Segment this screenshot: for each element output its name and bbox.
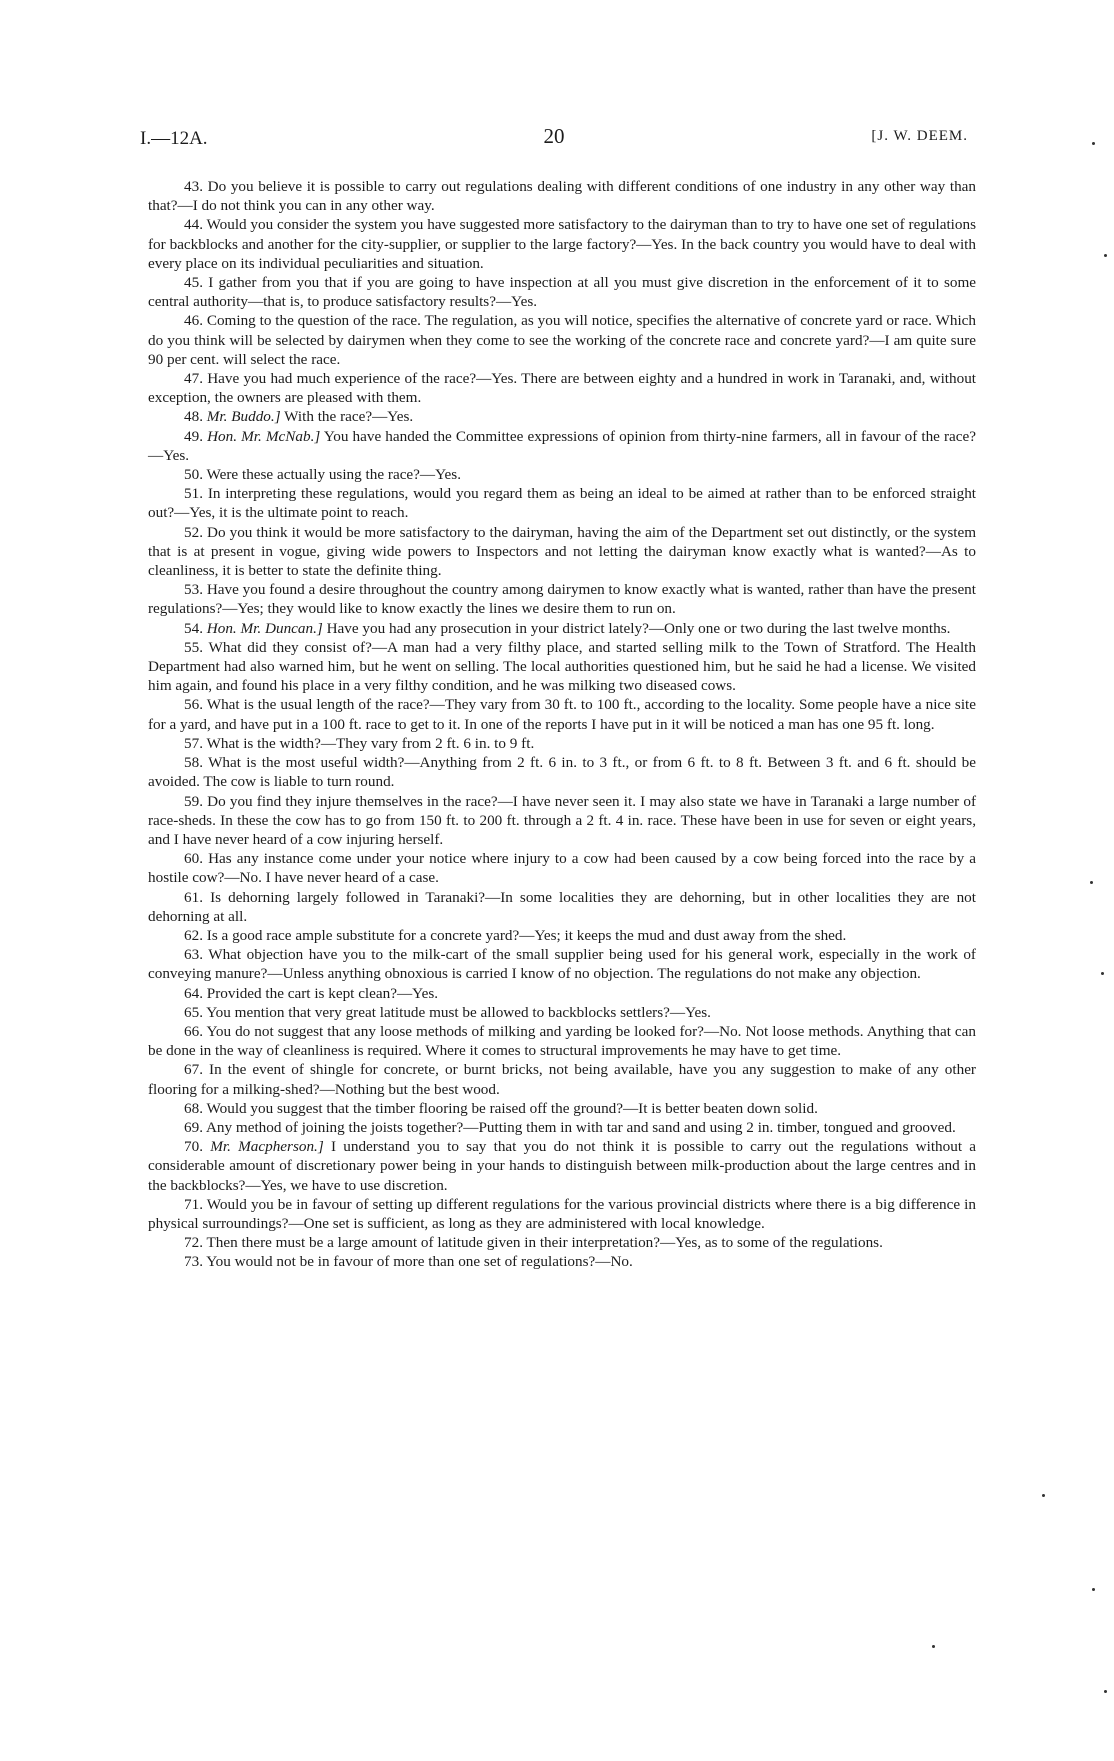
question-number: 69. <box>184 1118 203 1136</box>
testimony-body <box>148 177 976 1272</box>
qa-paragraph <box>148 215 976 273</box>
question-answer-text: In interpreting these regulations, would you regard them as being an ideal to be aimed at rather than to be enforced straight out?—Yes, it is the ultimate point to reach. <box>148 485 977 522</box>
qa-paragraph <box>148 984 976 1003</box>
question-answer-text: Any method of joining the joists together?—Putting them in with tar and sand and using 2 in. timber, tongued and grooved. <box>205 1118 956 1136</box>
qa-paragraph <box>148 849 976 887</box>
qa-paragraph <box>148 1233 976 1252</box>
question-number: 58. <box>184 754 203 772</box>
question-answer-text: What is the width?—They vary from 2 ft. 6 in. to 9 ft. <box>206 734 535 752</box>
qa-paragraph <box>148 1022 976 1060</box>
question-number: 60. <box>184 850 203 868</box>
question-number: 61. <box>184 888 203 906</box>
question-answer-text: Do you find they injure themselves in the race?—I have never seen it. I may also state we have in Taranaki a large number of race-sheds. In these the cow has to go from 150 ft. to 200 ft. through a 2 ft. 4 in. race. These have been in use for seven or eight years, and I have never heard of a cow injuring herself. <box>148 792 976 848</box>
question-number: 48. <box>184 408 203 426</box>
qa-paragraph <box>148 734 976 753</box>
question-answer-text: Were these actually using the race?—Yes. <box>206 466 462 484</box>
qa-paragraph <box>148 1118 976 1137</box>
question-answer-text: Then there must be a large amount of latitude given in their interpretation?—Yes, as to some of the regulations. <box>206 1234 883 1252</box>
question-answer-text: You would not be in favour of more than one set of regulations?—No. <box>206 1253 633 1271</box>
question-answer-text: What did they consist of?—A man had a very filthy place, and started selling milk to the Town of Stratford. The Health Department had also warned him, but he went on selling. The local authorities questioned him, but he said he had a license. We visited him again, and found his place in a very filthy condition, and he was milking two diseased cows. <box>148 638 976 695</box>
question-number: 62. <box>184 926 203 944</box>
question-answer-text: Have you found a desire throughout the country among dairymen to know exactly what is wanted, rather than have the present regulations?—Yes; they would like to know exactly the lines we desire them to run on. <box>148 581 976 618</box>
question-number: 72. <box>184 1234 203 1252</box>
scan-speck <box>1092 142 1095 145</box>
qa-paragraph <box>148 580 976 618</box>
question-number: 66. <box>184 1022 203 1040</box>
question-answer-text: With the race?—Yes. <box>284 408 414 426</box>
question-number: 46. <box>184 312 203 330</box>
question-answer-text: Have you had any prosecution in your district lately?—Only one or two during the last twelve months. <box>326 619 951 637</box>
qa-paragraph <box>148 1252 976 1271</box>
qa-paragraph <box>148 888 976 926</box>
qa-paragraph <box>148 369 976 407</box>
qa-paragraph <box>148 1060 976 1098</box>
question-answer-text: Coming to the question of the race. The regulation, as you will notice, specifies the alternative of concrete yard or race. Which do you think will be selected by dairymen when they come to see the working of the concrete race and concrete yard?—I am quite sure 90 per cent. will select the race. <box>148 312 976 368</box>
scan-speck <box>1104 254 1107 257</box>
question-number: 57. <box>184 734 203 752</box>
qa-paragraph <box>148 1099 976 1118</box>
qa-paragraph <box>148 792 976 850</box>
qa-paragraph <box>148 273 976 311</box>
speaker-name: Hon. Mr. Duncan.] <box>206 619 323 637</box>
qa-paragraph <box>148 465 976 484</box>
qa-paragraph <box>148 484 976 522</box>
question-answer-text: Would you suggest that the timber flooring be raised off the ground?—It is better beaten down solid. <box>206 1099 818 1117</box>
question-answer-text: Would you be in favour of setting up different regulations for the various provincial districts where there is a big difference in physical surroundings?—One set is sufficient, as long as they are administered with local knowledge. <box>148 1195 976 1232</box>
question-answer-text: Do you believe it is possible to carry out regulations dealing with different conditions of one industry in any other way than that?—I do not think you can in any other way. <box>148 178 977 215</box>
qa-paragraph <box>148 407 976 426</box>
qa-paragraph <box>148 753 976 791</box>
scan-speck <box>1104 1690 1107 1693</box>
qa-paragraph <box>148 427 976 465</box>
question-answer-text: What is the most useful width?—Anything from 2 ft. 6 in. to 3 ft., or from 6 ft. to 8 ft. Between 3 ft. and 6 ft. should be avoided. The cow is liable to turn round. <box>148 754 976 791</box>
qa-paragraph <box>148 1195 976 1233</box>
question-number: 71. <box>184 1195 203 1213</box>
question-answer-text: Would you consider the system you have suggested more satisfactory to the dairyman than to try to have one set of regulations for backblocks and another for the city-supplier, or supplier to the large factory?—Yes. In the back country you would have to deal with every place on its individual peculiarities and situation. <box>148 216 976 272</box>
question-number: 43. <box>184 178 203 195</box>
question-answer-text: In the event of shingle for concrete, or burnt bricks, not being available, have you any suggestion to make of any other flooring for a milking-shed?—Nothing but the best wood. <box>148 1061 976 1098</box>
question-answer-text: Is a good race ample substitute for a concrete yard?—Yes; it keeps the mud and dust away from the shed. <box>206 926 847 944</box>
scan-speck <box>1101 972 1104 975</box>
question-number: 44. <box>184 216 203 234</box>
question-number: 53. <box>184 581 203 599</box>
question-answer-text: Provided the cart is kept clean?—Yes. <box>206 984 439 1002</box>
question-answer-text: Do you think it would be more satisfactory to the dairyman, having the aim of the Department set out distinctly, or the system that is at present in vogue, giving wide powers to Inspectors and not letting the dairyman know exactly what is wanted?—As to cleanliness, it is better to state the definite thing. <box>148 523 977 580</box>
question-number: 54. <box>184 619 203 637</box>
scan-speck <box>1090 881 1093 884</box>
question-answer-text: Is dehorning largely followed in Taranaki?—In some localities they are dehorning, but in other localities they are not dehorning at all. <box>148 888 976 925</box>
scan-speck <box>932 1645 935 1648</box>
question-number: 64. <box>184 984 203 1002</box>
question-number: 73. <box>184 1253 203 1271</box>
qa-paragraph <box>148 926 976 945</box>
qa-paragraph <box>148 1003 976 1022</box>
qa-paragraph <box>148 619 976 638</box>
question-number: 65. <box>184 1003 203 1021</box>
question-answer-text: I gather from you that if you are going to have inspection at all you must give discretion in the enforcement of it to some central authority—that is, to produce satisfactory results?—Yes. <box>148 274 977 311</box>
question-answer-text: What objection have you to the milk-cart of the small supplier being used for his general work, especially in the work of conveying manure?—Unless anything obnoxious is carried I know of no objection. The regulations do not make any objection. <box>148 946 976 983</box>
scan-speck <box>1092 1588 1095 1591</box>
question-number: 59. <box>184 792 203 810</box>
speaker-name: Mr. Macpherson.] <box>210 1138 324 1156</box>
question-number: 52. <box>184 523 203 541</box>
question-answer-text: Has any instance come under your notice where injury to a cow had been caused by a cow being forced into the race by a hostile cow?—No. I have never heard of a case. <box>148 850 977 887</box>
qa-paragraph <box>148 1137 976 1195</box>
page-number: 20 <box>543 124 565 148</box>
speaker-name: Mr. Buddo.] <box>206 408 281 426</box>
question-answer-text: You do not suggest that any loose methods of milking and yarding be looked for?—No. Not loose methods. Anything that can be done in the way of cleanliness is required. Where it comes to structural improvements he may have to get time. <box>148 1022 976 1060</box>
question-number: 47. <box>184 370 203 388</box>
page-header <box>140 124 968 158</box>
qa-paragraph <box>148 523 976 581</box>
qa-paragraph <box>148 638 976 696</box>
question-number: 68. <box>184 1099 203 1117</box>
question-number: 55. <box>184 638 203 656</box>
question-number: 63. <box>184 946 203 964</box>
question-number: 49. <box>184 427 203 445</box>
question-number: 56. <box>184 696 203 714</box>
qa-paragraph <box>148 945 976 983</box>
parliamentary-paper-reference: I.—12A. <box>140 128 208 149</box>
witness-name: [J. W. DEEM. <box>871 128 968 144</box>
scan-speck <box>1042 1494 1045 1497</box>
qa-paragraph <box>148 177 976 215</box>
question-number: 67. <box>184 1061 203 1079</box>
question-number: 50. <box>184 466 203 484</box>
question-number: 51. <box>184 485 203 503</box>
question-answer-text: You have handed the Committee expressions of opinion from thirty-nine farmers, all in favour of the race?—Yes. <box>148 427 977 464</box>
qa-paragraph <box>148 695 976 733</box>
question-number: 70. <box>184 1138 203 1156</box>
question-answer-text: I understand you to say that you do not think it is possible to carry out the regulations without a considerable amount of discretionary power being in your hands to distinguish between milk-production about the large centres and in the backblocks?—Yes, we have to use discretion. <box>148 1138 977 1194</box>
question-number: 45. <box>184 274 203 292</box>
question-answer-text: You mention that very great latitude must be allowed to backblocks settlers?—Yes. <box>206 1003 711 1021</box>
speaker-name: Hon. Mr. McNab.] <box>207 427 321 445</box>
question-answer-text: What is the usual length of the race?—They vary from 30 ft. to 100 ft., according to the locality. Some people have a nice site for a yard, and have put in a 100 ft. race to get to it. In one of the reports I have put in it will be noticed a man has one 95 ft. long. <box>148 696 977 733</box>
qa-paragraph <box>148 311 976 369</box>
question-answer-text: Have you had much experience of the race?—Yes. There are between eighty and a hundred in work in Taranaki, and, without exception, the owners are pleased with them. <box>148 370 977 407</box>
